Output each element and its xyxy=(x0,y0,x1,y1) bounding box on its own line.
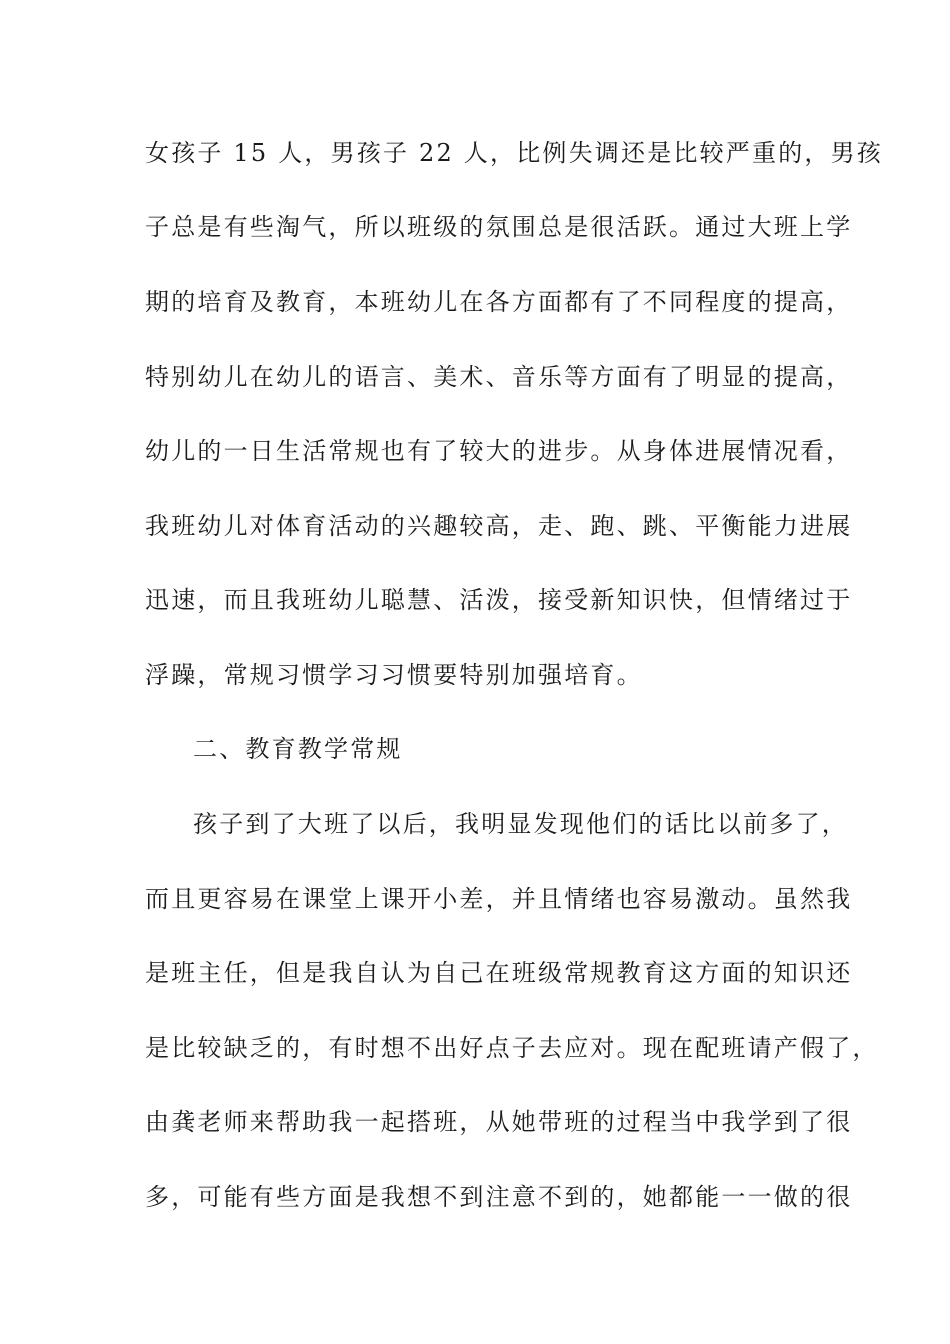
paragraph-line: 特别幼儿在幼儿的语言、美术、音乐等方面有了明显的提高， xyxy=(145,363,853,391)
paragraph-line: 期的培育及教育，本班幼儿在各方面都有了不同程度的提高， xyxy=(145,288,853,316)
paragraph-line: 子总是有些淘气，所以班级的氛围总是很活跃。通过大班上学 xyxy=(145,213,853,241)
paragraph-line: 多，可能有些方面是我想不到注意不到的，她都能一一做的很 xyxy=(145,1183,853,1211)
paragraph-line: 是班主任，但是我自认为自己在班级常规教育这方面的知识还 xyxy=(145,959,853,987)
paragraph-line: 浮躁，常规习惯学习习惯要特别加强培育。 xyxy=(145,661,643,689)
paragraph-line: 而且更容易在课堂上课开小差，并且情绪也容易激动。虽然我 xyxy=(145,885,853,913)
paragraph-line: 女孩子 15 人，男孩子 22 人，比例失调还是比较严重的，男孩 xyxy=(145,139,883,167)
paragraph-line: 孩子到了大班了以后，我明显发现他们的话比以前多了， xyxy=(193,810,848,838)
paragraph-line: 是比较缺乏的，有时想不出好点子去应对。现在配班请产假了， xyxy=(145,1034,879,1062)
paragraph-line: 迅速，而且我班幼儿聪慧、活泼，接受新知识快，但情绪过于 xyxy=(145,586,853,614)
paragraph-line: 我班幼儿对体育活动的兴趣较高，走、跑、跳、平衡能力进展 xyxy=(145,512,853,540)
section-heading: 二、教育教学常规 xyxy=(193,735,403,763)
paragraph-line: 由龚老师来帮助我一起搭班，从她带班的过程当中我学到了很 xyxy=(145,1108,853,1136)
paragraph-line: 幼儿的一日生活常规也有了较大的进步。从身体进展情况看， xyxy=(145,437,853,465)
